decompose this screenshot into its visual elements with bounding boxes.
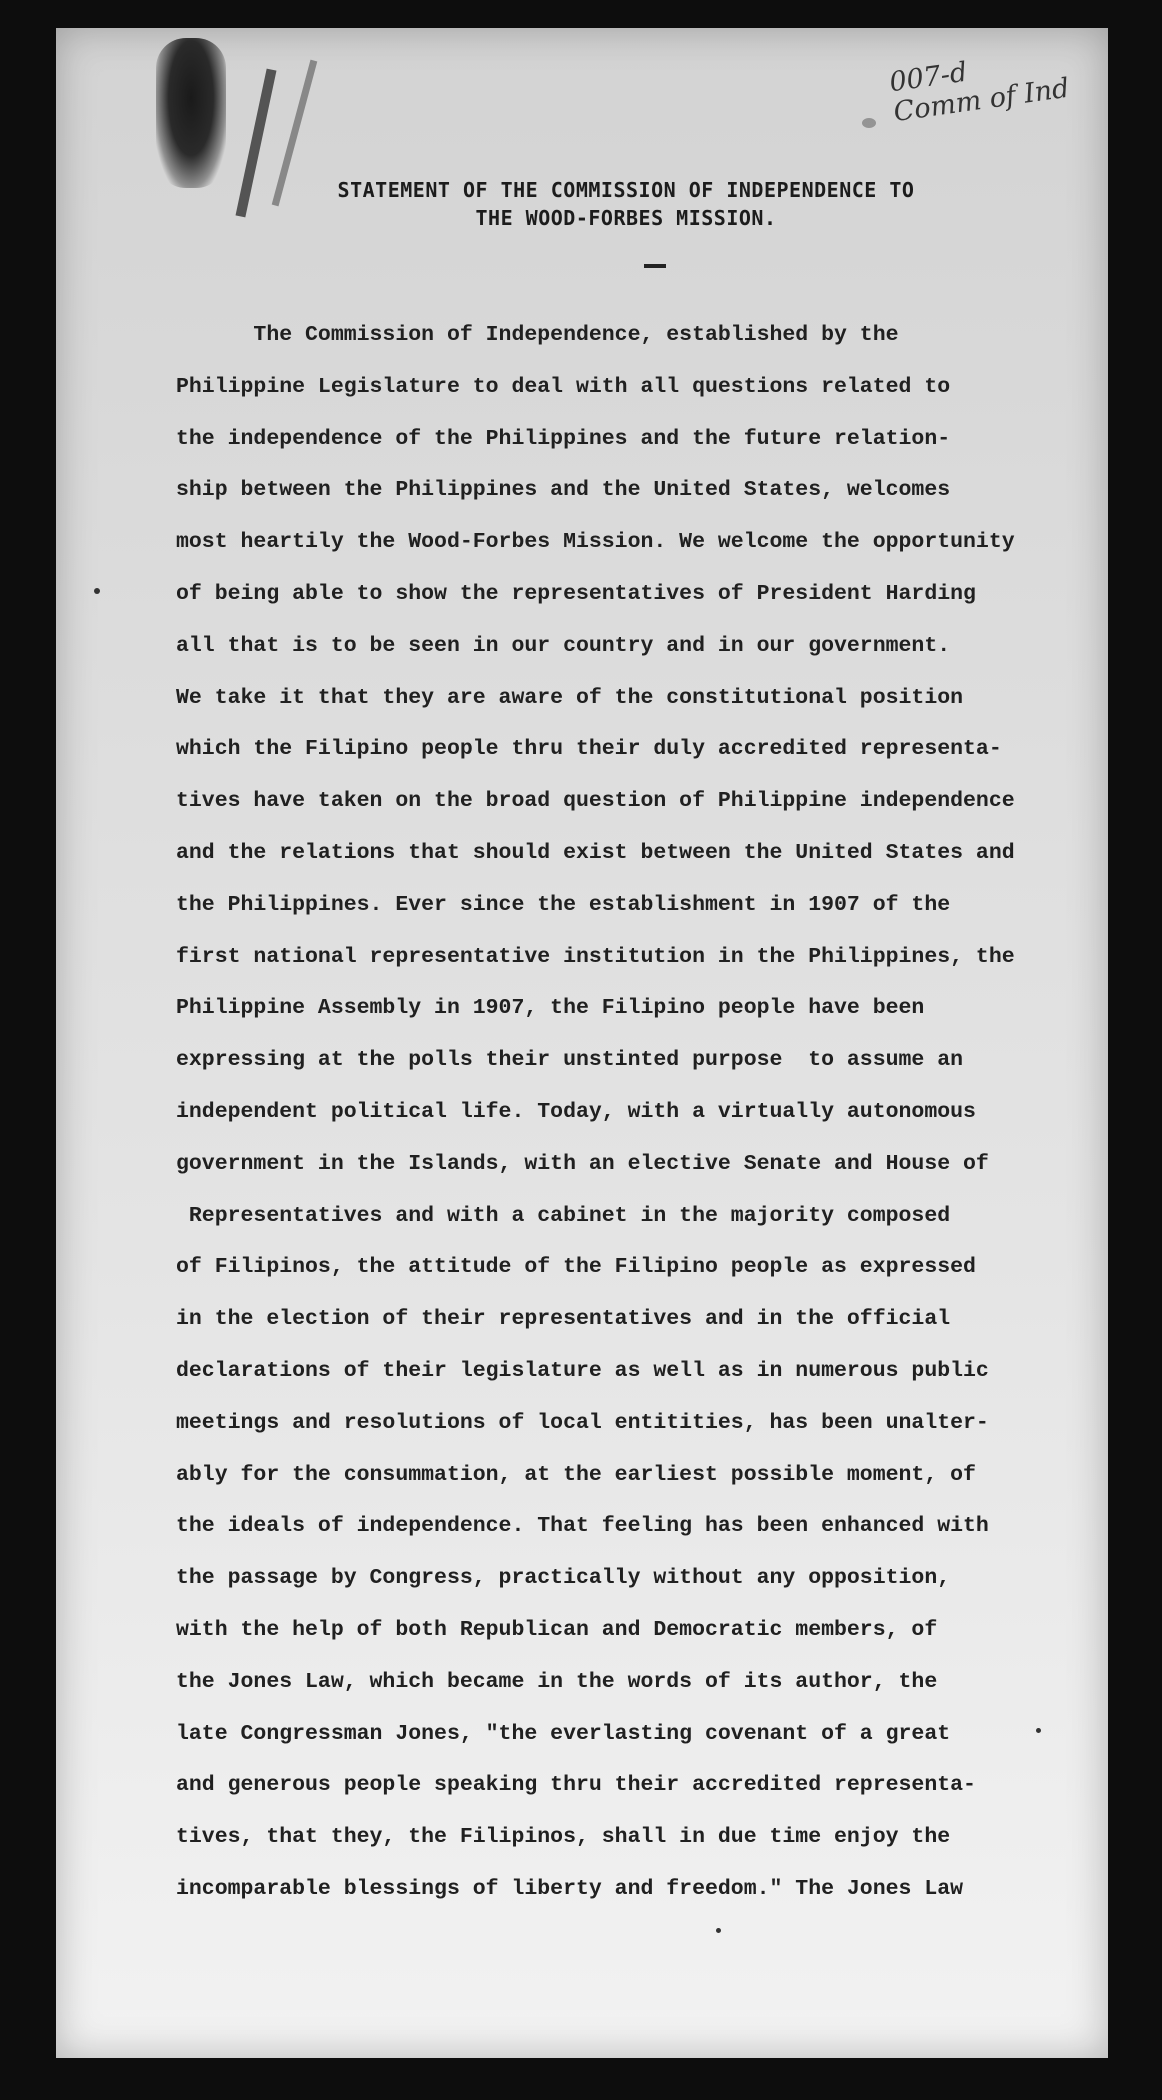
body-line: and the relations that should exist between the United States and (176, 840, 1015, 865)
title-separator (644, 264, 666, 268)
body-line: which the Filipino people thru their duly accredited representa- (176, 737, 1002, 762)
body-line: tives, that they, the Filipinos, shall in due time enjoy the (176, 1825, 951, 1850)
body-line: most heartily the Wood-Forbes Mission. We welcome the opportunity (176, 530, 1015, 555)
document-body (176, 310, 1136, 1916)
body-line: the independence of the Philippines and the future relation- (176, 426, 951, 451)
body-line: the passage by Congress, practically without any opposition, (176, 1566, 951, 1591)
body-line: first national representative institution in the Philippines, the (176, 944, 1015, 969)
body-line: government in the Islands, with an elective Senate and House of (176, 1151, 989, 1176)
body-line: tives have taken on the broad question of Philippine independence (176, 789, 1015, 814)
body-line: in the election of their representatives and in the official (176, 1307, 951, 1332)
body-line: meetings and resolutions of local entitities, has been unalter- (176, 1410, 989, 1435)
body-line: the Jones Law, which became in the words of its author, the (176, 1669, 938, 1694)
paper-speck (94, 588, 100, 594)
body-line: independent political life. Today, with a virtually autonomous (176, 1099, 976, 1124)
body-line: incomparable blessings of liberty and freedom." The Jones Law (176, 1876, 964, 1901)
document-title (276, 176, 976, 232)
handwritten-annotation: 007-d Comm of Ind (887, 56, 1072, 129)
body-line: ably for the consummation, at the earliest possible moment, of (176, 1462, 976, 1487)
title-line-1: STATEMENT OF THE COMMISSION OF INDEPENDENCE TO (337, 178, 915, 202)
body-line: late Congressman Jones, "the everlasting covenant of a great (176, 1721, 951, 1746)
paper-speck (1036, 1728, 1041, 1733)
body-line: the Philippines. Ever since the establishment in 1907 of the (176, 892, 951, 917)
body-line: declarations of their legislature as well as in numerous public (176, 1358, 989, 1383)
body-line: Philippine Assembly in 1907, the Filipino people have been (176, 996, 925, 1021)
body-line: of being able to show the representatives of President Harding (176, 581, 976, 606)
body-line: the ideals of independence. That feeling has been enhanced with (176, 1514, 989, 1539)
paper-speck (716, 1928, 721, 1933)
title-line-2: THE WOOD-FORBES MISSION. (475, 206, 777, 230)
body-line: We take it that they are aware of the constitutional position (176, 685, 964, 710)
body-line: Representatives and with a cabinet in the majority composed (176, 1203, 951, 1228)
body-line: expressing at the polls their unstinted purpose to assume an (176, 1048, 964, 1073)
paper-clip-wire (236, 69, 277, 218)
paper-speck (862, 118, 876, 128)
body-line: The Commission of Independence, established by the (176, 323, 899, 347)
paper-clip-shadow (156, 38, 226, 188)
body-line: Philippine Legislature to deal with all questions related to (176, 374, 951, 399)
body-line: and generous people speaking thru their accredited representa- (176, 1773, 976, 1798)
body-line: with the help of both Republican and Democratic members, of (176, 1617, 938, 1642)
document-page (56, 28, 1108, 2058)
body-line: all that is to be seen in our country and in our government. (176, 633, 951, 658)
body-line: ship between the Philippines and the United States, welcomes (176, 478, 951, 503)
body-line: of Filipinos, the attitude of the Filipino people as expressed (176, 1255, 976, 1280)
